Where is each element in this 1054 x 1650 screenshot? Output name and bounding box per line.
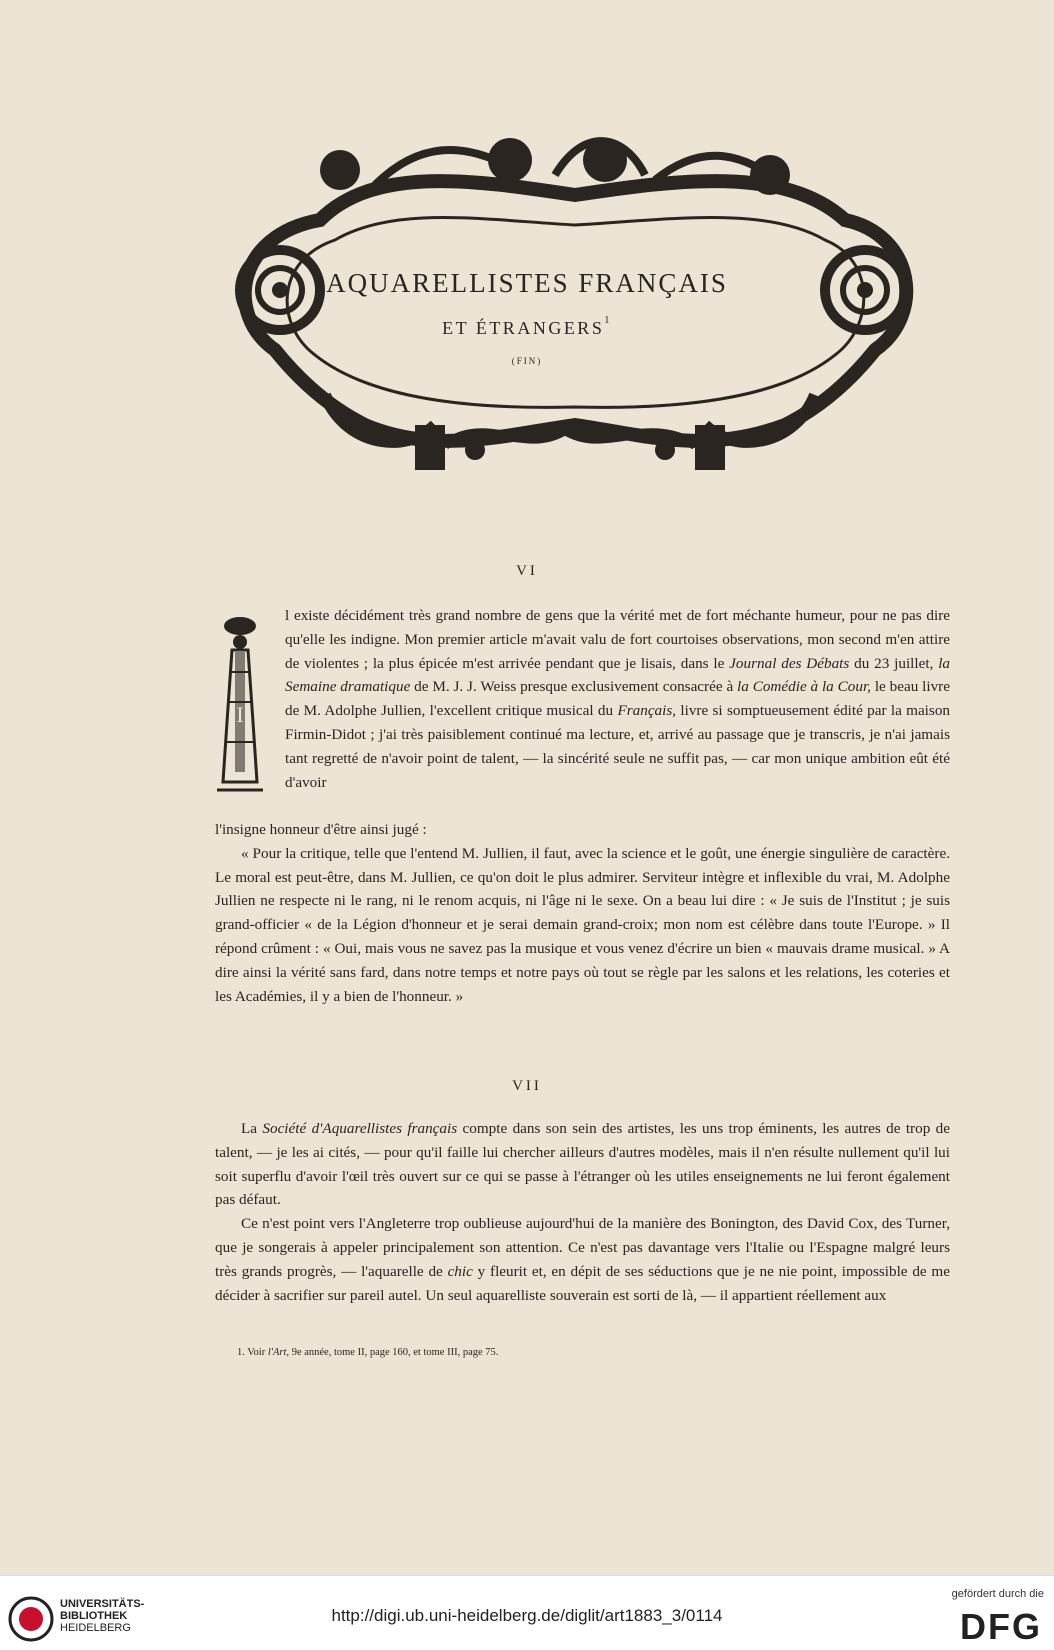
paragraph-tail: l'insigne honneur d'être ainsi jugé :	[215, 821, 427, 838]
footnote-marker: 1	[604, 315, 612, 326]
paragraph-2: Ce n'est point vers l'Angleterre trop oublieuse aujourd'hui de la manière des Bonington, des David Cox, des Turner, que je songerais à appeler principalement son attention. Ce n'est pas davantage vers l'Italie ou l'Espagne malgré leurs très grands progrès, — l'aquarelle de chic y fleurit et, en dépit de ses séductions que je ne nie point, impossible de me décider à sacrifier sur pareil autel. Un seul aquarelliste souverain est sorti de là, — il appartient réellement aux	[215, 1215, 950, 1304]
university-name: UNIVERSITÄTS- BIBLIOTHEK HEIDELBERG	[60, 1598, 145, 1634]
illustrated-initial	[213, 612, 267, 800]
dropcap-letter: I	[236, 702, 244, 727]
quote-paragraph: « Pour la critique, telle que l'entend M. Jullien, il faut, avec la science et le goût, une énergie singulière de caractère. Le moral est peut-être, dans M. Jullien, ce qu'on doit le plus admirer. Serviteur intègre et inflexible du vrai, M. Adolphe Jullien ne respecte ni le rang, ni le renom acquis, ni l'âge ni le sexe. On a beau lui dire : « Je suis de l'Institut ; je suis grand-officier « de la Légion d'honneur et je serai demain grand-croix; mon nom est célèbre dans toute l'Europe. » Il répond crûment : « Oui, mais vous ne savez pas la musique et vous venez d'écrire un bien « mauvais drame musical. » A dire ainsi la vérité sans fard, dans notre temps et notre pays où tout se règle par les salons et les relations, les coteries et les Académies, il y a bien de l'honneur. »	[215, 844, 950, 1005]
article-note: (FIN)	[511, 356, 543, 366]
paragraph-opening: l existe décidément très grand nombre de gens que la vérité met de fort méchante humeur, pour ne pas dire qu'elle les indigne. Mon premier article m'avait valu de fort courtoises observations, mon second m'en attire de violentes ; la plus épicée m'est arrivée pendant que je lisais, dans le Journal des Débats du 23 juillet, la Semaine dramatique de M. J. J. Weiss presque exclusivement consacrée à la Comédie à la Cour, le beau livre de M. Adolphe Jullien, l'excellent critique musical du Français, livre si somptueusement édité par la maison Firmin-Didot ; j'ai très paisiblement continué ma lecture, et, arrivé au passage que je transcris, je n'ai jamais tant regretté de n'avoir point de talent, — la sincérité seule ne suffit pas, — car mon unique ambition eût été d'avoir	[285, 607, 951, 791]
article-title: AQUARELLISTES FRANÇAIS	[326, 268, 728, 298]
article-subtitle: ET ÉTRANGERS$^1$	[442, 315, 612, 338]
section7-body	[215, 1117, 950, 1307]
section-number-6: VI	[516, 563, 538, 579]
footnote: 1. Voir l'Art, 9e année, tome II, page 160, et tome III, page 75.	[237, 1347, 499, 1358]
dfg-logo[interactable]: DFG	[960, 1606, 1042, 1647]
section-number-7: VII	[512, 1078, 542, 1094]
figure-initial-icon	[213, 612, 267, 800]
section6-continuation	[215, 818, 950, 1008]
viewer-footer	[0, 1575, 1054, 1650]
ornamental-cartouche	[225, 125, 925, 495]
page-url-link[interactable]: http://digi.ub.uni-heidelberg.de/diglit/art1883_3/0114	[331, 1606, 723, 1625]
cartouche-ornament-icon	[225, 125, 925, 495]
funding-label: gefördert durch die	[951, 1588, 1044, 1600]
paragraph-1: La Société d'Aquarellistes français compte dans son sein des artistes, les uns trop éminents, les autres de trop de talent, — je les ai cités, — pour qu'il faille lui chercher ailleurs d'autres modèles, mais il n'en résulte nullement qu'il lui soit superflu d'avoir l'œil très ouvert sur ce qui se passe à l'étranger où les utiles enseignements ne lui feront également pas défaut.	[215, 1120, 950, 1209]
